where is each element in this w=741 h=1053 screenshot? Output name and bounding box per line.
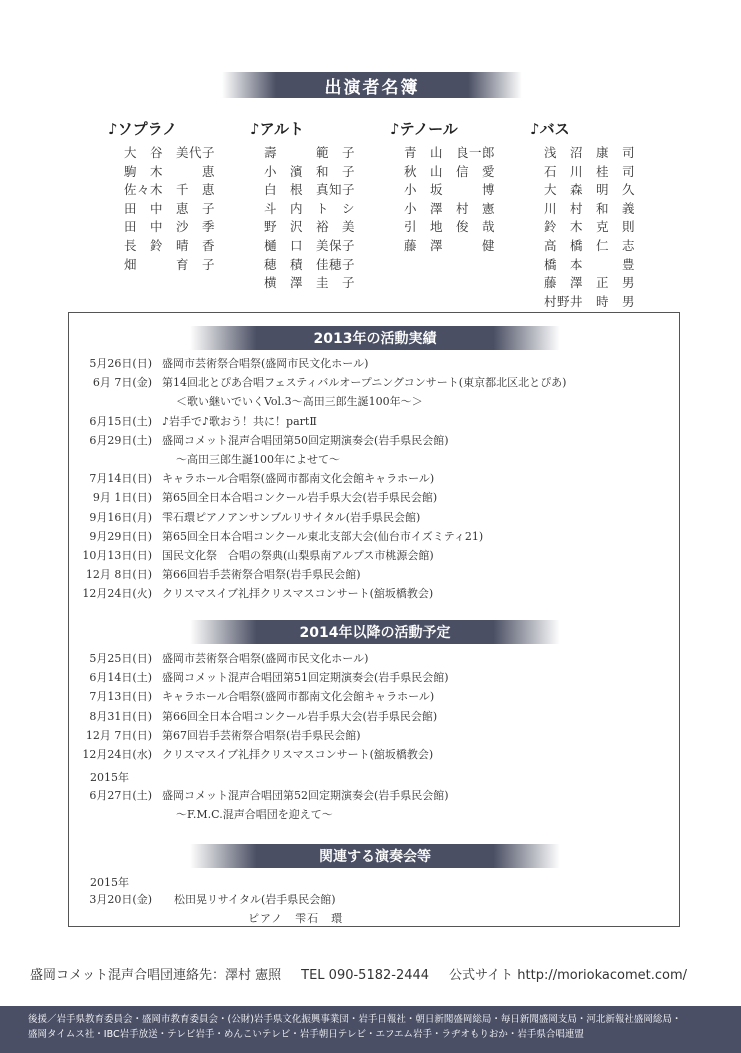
member-name: 野 沢 裕 美 <box>264 219 356 235</box>
event-row <box>64 668 449 687</box>
event-row <box>64 726 361 745</box>
member-name: 佐々木 千 恵 <box>124 182 216 198</box>
activities-2014-list <box>64 649 449 764</box>
event-row <box>64 805 333 824</box>
related-piano: ピアノ 雫石 環 <box>248 912 344 925</box>
sponsors-line: 盛岡タイムス社・IBC岩手放送・テレビ岩手・めんこいテレビ・岩手朝日テレビ・エフエム岩手・ラヂオもりおか・岩手県合唱連盟 <box>28 1029 584 1040</box>
event-date: 9月 1日(日) <box>92 491 152 505</box>
event-row <box>64 488 438 507</box>
event-row <box>64 565 361 584</box>
contact-label: 盛岡コメット混声合唱団連絡先：澤村 憲照 <box>30 968 282 983</box>
member-name: 浅 沼 康 司 <box>544 145 636 160</box>
event-row <box>64 584 434 603</box>
member-name: 大 谷 美代子 <box>124 145 216 160</box>
year-2015-label: 2015年 <box>90 771 129 784</box>
event-text: 松田晃リサイタル(岩手県民会館) <box>174 893 336 906</box>
related-year: 2015年 <box>90 876 129 889</box>
roster-title-band <box>222 72 522 98</box>
member-name: 引 地 俊 哉 <box>404 219 496 235</box>
event-date: 10月13日(日) <box>82 548 152 562</box>
event-text: 盛岡市芸術祭合唱祭(盛岡市民文化ホール) <box>162 652 369 665</box>
member-name: 小 濱 和 子 <box>264 163 356 179</box>
member-name: 石 川 桂 司 <box>544 163 636 179</box>
event-text: 盛岡コメット混声合唱団第51回定期演奏会(岩手県民会館) <box>162 671 449 685</box>
member-name: 秋 山 信 愛 <box>404 163 496 179</box>
event-text: 国民文化祭 合唱の祭典(山梨県南アルプス市桃源会館) <box>162 548 434 562</box>
event-row <box>64 687 435 706</box>
event-date: 6月27日(土) <box>89 789 152 802</box>
soprano-heading: ♪ソプラノ <box>108 120 178 138</box>
event-text: 第66回岩手芸術祭合唱祭(岩手県民会館) <box>162 568 361 582</box>
member-name: 小 坂 博 <box>404 182 496 198</box>
member-name: 鈴 木 克 則 <box>544 219 636 235</box>
event-text: 第66回全日本合唱コンクール岩手県大会(岩手県民会館) <box>162 709 438 723</box>
event-row <box>64 469 435 488</box>
alto-heading: ♪アルト <box>250 120 304 138</box>
event-row <box>64 649 369 668</box>
member-name: 橋 本 豊 <box>544 256 636 272</box>
event-row <box>64 450 340 469</box>
event-row <box>64 508 421 527</box>
event-date: 6月 7日(金) <box>92 376 152 390</box>
member-name: 田 中 沙 季 <box>124 219 216 235</box>
event-text: ～高田三郎生誕100年によせて～ <box>176 452 340 466</box>
contact-line <box>30 964 707 983</box>
event-text: クリスマスイブ礼拝クリスマスコンサート(舘坂橋教会) <box>162 587 434 601</box>
alto-list <box>264 144 355 293</box>
event-text: 盛岡市芸術祭合唱祭(盛岡市民文化ホール) <box>162 357 369 370</box>
event-date: 8月31日(日) <box>89 709 152 723</box>
event-date: 12月 8日(日) <box>85 568 152 582</box>
event-text: ＜歌い継いでいくVol.3～高田三郎生誕100年～＞ <box>176 395 423 409</box>
event-text: 盛岡コメット混声合唱団第50回定期演奏会(岩手県民会館) <box>162 433 449 447</box>
soprano-list <box>124 144 215 274</box>
event-row <box>64 431 449 450</box>
member-name: 青 山 良一郎 <box>404 145 496 160</box>
tenor-list <box>404 144 495 256</box>
event-row <box>64 373 567 392</box>
bass-heading: ♪バス <box>530 120 570 138</box>
member-name: 樋 口 美保子 <box>264 237 356 253</box>
member-name: 藤 澤 正 男 <box>544 275 636 291</box>
activities-2014-band <box>190 620 560 644</box>
event-text: キャラホール合唱祭(盛岡市都南文化会館キャラホール) <box>162 472 435 486</box>
member-name: 小 澤 村 憲 <box>404 200 496 216</box>
event-text: 盛岡コメット混声合唱団第52回定期演奏会(岩手県民会館) <box>162 789 449 802</box>
event-date: 5月26日(日) <box>89 357 152 370</box>
event-row <box>64 786 449 805</box>
related-list <box>64 890 336 909</box>
event-date: 9月16日(月) <box>89 510 152 524</box>
event-date: 12月 7日(日) <box>85 728 152 742</box>
member-name: 大 森 明 久 <box>544 182 636 198</box>
event-date: 7月13日(日) <box>89 690 152 704</box>
activities-2014-title: 2014年以降の活動予定 <box>299 625 451 641</box>
event-date: 3月20日(金) <box>89 893 152 906</box>
member-name: 長 鈴 晴 香 <box>124 237 216 253</box>
sponsors-line: 後援／岩手県教育委員会・盛岡市教育委員会・(公財)岩手県文化振興事業団・岩手日報社・朝日新聞盛岡総局・毎日新聞盛岡支局・河北新報社盛岡総局・ <box>28 1014 682 1025</box>
event-date: 12月24日(水) <box>82 747 152 761</box>
member-name: 斗 内 ト シ <box>264 200 356 216</box>
event-row <box>64 392 423 411</box>
event-date: 12月24日(火) <box>82 587 152 601</box>
member-name: 穂 積 佳穂子 <box>264 256 356 272</box>
member-name: 壽 範 子 <box>264 145 356 160</box>
event-text: 雫石環ピアノアンサンブルリサイタル(岩手県民会館) <box>162 510 421 524</box>
event-row <box>64 412 317 431</box>
roster-title: 出演者名簿 <box>324 77 420 98</box>
activities-2013-title: 2013年の活動実績 <box>313 331 437 347</box>
contact-tel: TEL 090-5182-2444 <box>301 968 430 983</box>
event-row <box>64 745 434 764</box>
event-date: 7月14日(日) <box>89 472 152 486</box>
event-text: ～F.M.C.混声合唱団を迎えて～ <box>176 808 333 822</box>
activities-2015-list <box>64 786 449 824</box>
sponsors-band <box>0 1006 741 1053</box>
member-name: 畑 育 子 <box>124 256 216 272</box>
member-name: 横 澤 圭 子 <box>264 275 356 291</box>
event-row <box>64 354 369 373</box>
official-site-link[interactable]: 公式サイト http://moriokacomet.com/ <box>449 968 688 983</box>
activities-2013-list <box>64 354 567 603</box>
member-name: 高 橋 仁 志 <box>544 237 636 253</box>
event-text: 第65回全日本合唱コンクール岩手県大会(岩手県民会館) <box>162 491 438 505</box>
event-date: 5月25日(日) <box>89 652 152 665</box>
member-name: 駒 木 恵 <box>124 163 216 179</box>
member-name: 田 中 恵 子 <box>124 200 216 216</box>
event-text: キャラホール合唱祭(盛岡市都南文化会館キャラホール) <box>162 690 435 704</box>
related-band <box>190 844 560 868</box>
event-date: 6月29日(土) <box>89 433 152 447</box>
event-row <box>64 890 336 909</box>
event-text: 第65回全日本合唱コンクール東北支部大会(仙台市イズミティ21) <box>162 529 484 543</box>
member-name: 村野井 時 男 <box>544 293 636 309</box>
event-row <box>64 546 434 565</box>
member-name: 川 村 和 義 <box>544 200 636 216</box>
event-text: 第67回岩手芸術祭合唱祭(岩手県民会館) <box>162 728 361 742</box>
member-name: 藤 澤 健 <box>404 237 496 253</box>
activities-2013-band <box>190 326 560 350</box>
event-text: 第14回北とぴあ合唱フェスティバルオープニングコンサート(東京都北区北とぴあ) <box>162 376 567 390</box>
tenor-heading: ♪テノール <box>390 120 458 138</box>
event-row <box>64 527 484 546</box>
event-text: クリスマスイブ礼拝クリスマスコンサート(舘坂橋教会) <box>162 747 434 761</box>
event-date: 9月29日(日) <box>89 529 152 543</box>
event-date: 6月14日(土) <box>89 671 152 685</box>
event-text: ♪岩手で♪歌おう！共に！partⅡ <box>162 414 317 428</box>
bass-list <box>544 144 635 311</box>
related-title: 関連する演奏会等 <box>319 849 431 865</box>
event-row <box>64 707 438 726</box>
member-name: 白 根 真知子 <box>264 182 356 198</box>
event-date: 6月15日(土) <box>89 414 152 428</box>
